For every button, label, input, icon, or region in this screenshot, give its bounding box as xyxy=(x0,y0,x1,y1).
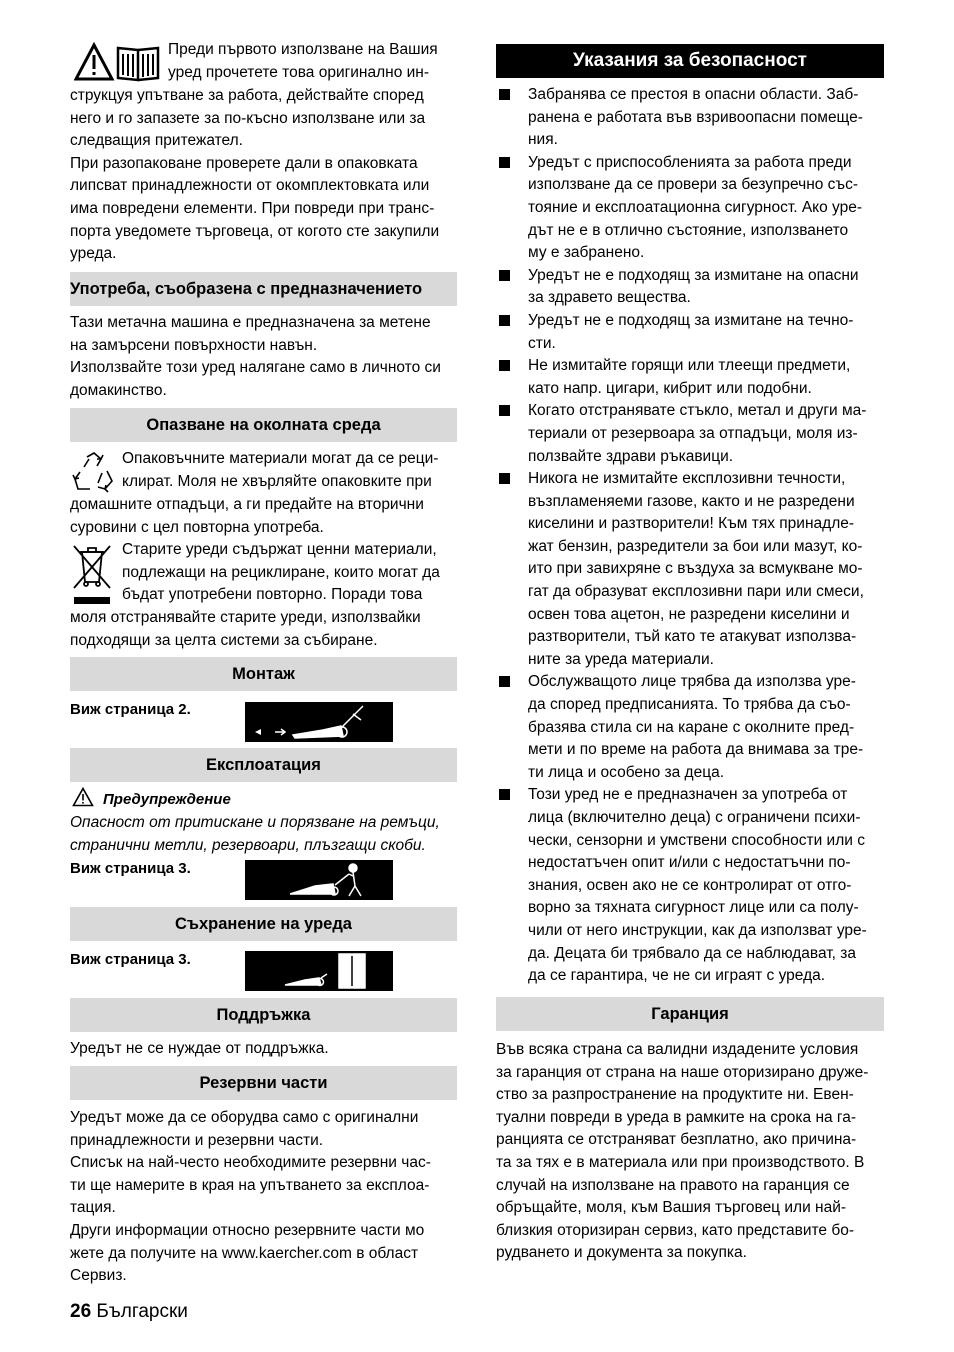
footer-language: Български xyxy=(96,1301,188,1322)
text-line: Забранява се престоя в опасни области. Заб- xyxy=(528,86,859,103)
text-line: Списък на най-често необходимите резервни час- xyxy=(70,1154,431,1172)
text-line: недостатъчен опит и/или с недостатъчни по- xyxy=(528,854,851,872)
weee-first-lines xyxy=(122,539,462,607)
text-line: лица (включително деца) с ограничени психи- xyxy=(528,809,861,826)
text-line: да. Децата би трябвало да се наблюдават, за xyxy=(528,944,856,962)
text-line: ния. xyxy=(528,131,558,149)
text-line: рудването и документа за покупка. xyxy=(496,1244,747,1262)
section-heading-intended-use xyxy=(70,272,457,306)
warning-manual-icon xyxy=(74,42,162,82)
bullet-square-icon xyxy=(499,473,510,484)
see-page-reference: Виж страница 3. xyxy=(70,860,191,877)
safety-bullet-list xyxy=(496,84,885,988)
heading-text: Поддръжка xyxy=(216,1006,311,1024)
list-item xyxy=(496,84,885,152)
text-line: освен това ацетон, не разредени киселини и xyxy=(528,605,850,623)
page-footer xyxy=(70,1301,188,1323)
list-item xyxy=(496,784,885,987)
text-line: киселини и разтворители! Към тях принадле- xyxy=(528,515,855,533)
bullet-square-icon xyxy=(499,315,510,326)
section-heading-assembly xyxy=(70,657,457,691)
section-heading-environment xyxy=(70,408,457,442)
text-line: бразява стила си на каране с околните пред- xyxy=(528,718,855,736)
text-line: ти ще намерите в края на упътването за експлоа- xyxy=(70,1176,430,1194)
bullet-square-icon xyxy=(499,270,510,281)
intro-first-lines xyxy=(168,39,468,84)
text-line: Уредът не е подходящ за измитане на опасни xyxy=(528,266,859,284)
list-item xyxy=(496,310,885,355)
section-heading-maintenance xyxy=(70,998,457,1032)
section-heading-safety xyxy=(496,44,884,78)
text-line: Не измитайте горящи или тлеещи предмети, xyxy=(528,357,851,375)
text-line: тация. xyxy=(70,1199,116,1217)
text-line: гат да образуват експлозивни пари или смеси, xyxy=(528,583,864,601)
text-line: за здравето вещества. xyxy=(528,289,691,307)
text-line: Когато отстранявате стъкло, метал и други ма- xyxy=(528,402,867,420)
see-page-reference: Виж страница 2. xyxy=(70,701,191,718)
intro-line: липсват принадлежности от окомплектовката или xyxy=(70,177,430,195)
intro-line: има повредени елементи. При повреди при транс- xyxy=(70,199,435,217)
text-line: Старите уреди съдържат ценни материали, xyxy=(122,541,437,558)
intro-line: При разопаковане проверете дали в опаковката xyxy=(70,154,418,172)
text-line: разтворители, тъй като те атакуват използва- xyxy=(528,628,857,646)
text-line: обръщайте, моля, към Вашия търговец или най- xyxy=(496,1199,847,1217)
bullet-square-icon xyxy=(499,789,510,800)
text-line: подлежащи на рециклиране, които могат да xyxy=(122,563,440,581)
text-line: използване да се провери за безупречно със- xyxy=(528,176,859,194)
bullet-square-icon xyxy=(499,405,510,416)
bullet-square-icon xyxy=(499,89,510,100)
text-line: възпламеняеми газове, както и не разредени xyxy=(528,492,855,510)
intro-line: него и го запазете за по-късно използване или за xyxy=(70,109,426,127)
list-item xyxy=(496,671,885,784)
page-number: 26 xyxy=(70,1301,92,1322)
list-item xyxy=(496,468,885,671)
text-line: клират. Моля не хвърляйте опаковките при xyxy=(122,472,432,490)
intro-line: струкцуя упътване за работа, действайте според xyxy=(70,87,424,104)
text-line: Уредът не е подходящ за измитане на течно- xyxy=(528,311,854,329)
section-heading-operation xyxy=(70,748,457,782)
text-line: Уредът с приспособленията за работа преди xyxy=(528,153,852,171)
warning-label: Предупреждение xyxy=(103,791,231,808)
warning-icon xyxy=(72,787,94,807)
bullet-square-icon xyxy=(499,676,510,687)
heading-text: Гаранция xyxy=(651,1005,729,1023)
text-line: домакинство. xyxy=(70,381,167,399)
text-line: бъдат употребени повторно. Поради това xyxy=(122,586,423,604)
text-line: Други информации относно резервните части мо xyxy=(70,1221,425,1239)
text-line: та за тях е в материала или при производството. В xyxy=(496,1153,865,1171)
heading-text: Употреба, съобразена с предназначението xyxy=(70,280,423,298)
text-line: като напр. цигари, кибрит или подобни. xyxy=(528,379,812,397)
text-line: мети и по време на работа да внимава за тре- xyxy=(528,741,864,759)
heading-text: Указания за безопасност xyxy=(573,50,807,71)
text-line: странични метли, резервоари, плъзгащи скоби. xyxy=(70,836,426,854)
intro-line: порта уведомете търговеца, от когото сте закупили xyxy=(70,222,440,240)
text-line: моля отстранявайте старите уреди, използвайки xyxy=(70,609,421,626)
section-heading-spare-parts xyxy=(70,1066,457,1100)
text-line: подходящи за целта системи за събиране. xyxy=(70,631,378,649)
text-line: Тази метачна машина е предназначена за метене xyxy=(70,314,431,331)
text-line: домашните отпадъци, а ги предайте на вторични xyxy=(70,496,424,513)
heading-text: Съхранение на уреда xyxy=(175,915,352,933)
intro-line: уред прочетете това оригинално ин- xyxy=(168,63,430,81)
text-line: сти. xyxy=(528,334,556,352)
recycle-text xyxy=(70,494,424,539)
text-line: Опасност от притискане и порязване на ремъци, xyxy=(70,814,440,831)
heading-text: Опазване на околната среда xyxy=(146,416,381,434)
text-line: ти лица и особено за деца. xyxy=(528,763,725,781)
warning-text xyxy=(70,812,440,857)
text-line: Във всяка страна са валидни издадените условия xyxy=(496,1041,859,1058)
text-line: за гаранция от страна на наше оторизирано друже- xyxy=(496,1063,869,1081)
text-line: Сервиз. xyxy=(70,1267,127,1285)
list-item xyxy=(496,400,885,468)
text-line: на замърсени повърхности навън. xyxy=(70,336,318,354)
list-item xyxy=(496,152,885,265)
text-line: да според предписанията. То трябва да съо- xyxy=(528,696,851,714)
crossed-bin-icon xyxy=(72,542,112,606)
text-line: му е забранено. xyxy=(528,244,645,262)
bullet-square-icon xyxy=(499,360,510,371)
text-line: ито при завихряне с въздуха за всмукване мо- xyxy=(528,560,863,578)
text-line: ните за уреда материали. xyxy=(528,650,714,668)
list-item xyxy=(496,355,885,400)
warranty-text xyxy=(496,1039,868,1265)
section-heading-warranty xyxy=(496,997,884,1031)
recycle-first-lines xyxy=(122,448,462,493)
heading-text: Монтаж xyxy=(232,665,295,683)
text-line: ранена е работата във взривоопасни помеще- xyxy=(528,108,863,126)
text-line: тояние и експлоатационна сигурност. Ако уре- xyxy=(528,198,863,216)
text-line: принадлежности и резервни части. xyxy=(70,1131,324,1149)
text-line: Обслужващото лице трябва да използва уре- xyxy=(528,673,856,691)
text-line: ство за разпространение на продуктите ни. Евен- xyxy=(496,1086,854,1104)
text-line: суровини с цел повторна употреба. xyxy=(70,518,324,536)
text-line: Уредът може да се оборудва само с оригинални xyxy=(70,1109,419,1126)
intro-line: следващия притежател. xyxy=(70,132,243,150)
text-line: знания, освен ако не се контролират от отго- xyxy=(528,876,852,894)
operation-illustration xyxy=(245,860,393,900)
bullet-square-icon xyxy=(499,157,510,168)
intro-text xyxy=(70,85,439,266)
text-line: близкия оторизиран сервиз, като представите бо- xyxy=(496,1221,854,1239)
heading-text: Експлоатация xyxy=(206,756,321,774)
text-line: жете да получите на www.kaercher.com в област xyxy=(70,1244,419,1262)
text-line: териали от резервоара за отпадъци, моля из- xyxy=(528,424,858,442)
text-line: туални повреди в уреда в рамките на срока на га- xyxy=(496,1108,857,1126)
text-line: да се гарантира, че не си играят с уреда. xyxy=(528,967,826,985)
see-page-reference: Виж страница 3. xyxy=(70,951,191,968)
text-line: случай на използване на правото на гаранция се xyxy=(496,1176,850,1194)
intended-use-text xyxy=(70,312,441,402)
assembly-illustration xyxy=(245,702,393,742)
section-heading-storage xyxy=(70,907,457,941)
text-line: чили от него инструкции, как да използват уре- xyxy=(528,921,867,939)
text-line: ранцията се отстраняват безплатно, ако причина- xyxy=(496,1131,857,1149)
recycling-icon xyxy=(72,451,116,495)
text-line: Използвайте този уред налягане само в личното си xyxy=(70,359,441,377)
text-line: дът не е в отлично състояние, използването xyxy=(528,221,849,239)
spare-parts-text xyxy=(70,1107,431,1288)
weee-text xyxy=(70,607,421,652)
list-item xyxy=(496,265,885,310)
text-line: Този уред не е предназначен за употреба от xyxy=(528,786,848,804)
text-line: ворно за тяхната сигурност лице или са полу- xyxy=(528,899,859,917)
storage-illustration xyxy=(245,951,393,991)
maintenance-text: Уредът не се нуждае от поддръжка. xyxy=(70,1040,329,1057)
text-line: Никога не измитайте експлозивни течности, xyxy=(528,470,846,488)
heading-text: Резервни части xyxy=(199,1074,328,1092)
text-line: жат бензин, разредители за бои или мазут, ко- xyxy=(528,537,863,555)
text-line: ползвайте здрави ръкавици. xyxy=(528,447,734,465)
intro-line: Преди първото използване на Вашия xyxy=(168,41,438,58)
text-line: чески, сензорни и умствени способности или с xyxy=(528,831,865,849)
intro-line: уреда. xyxy=(70,245,117,263)
text-line: Опаковъчните материали могат да се реци- xyxy=(122,450,439,467)
